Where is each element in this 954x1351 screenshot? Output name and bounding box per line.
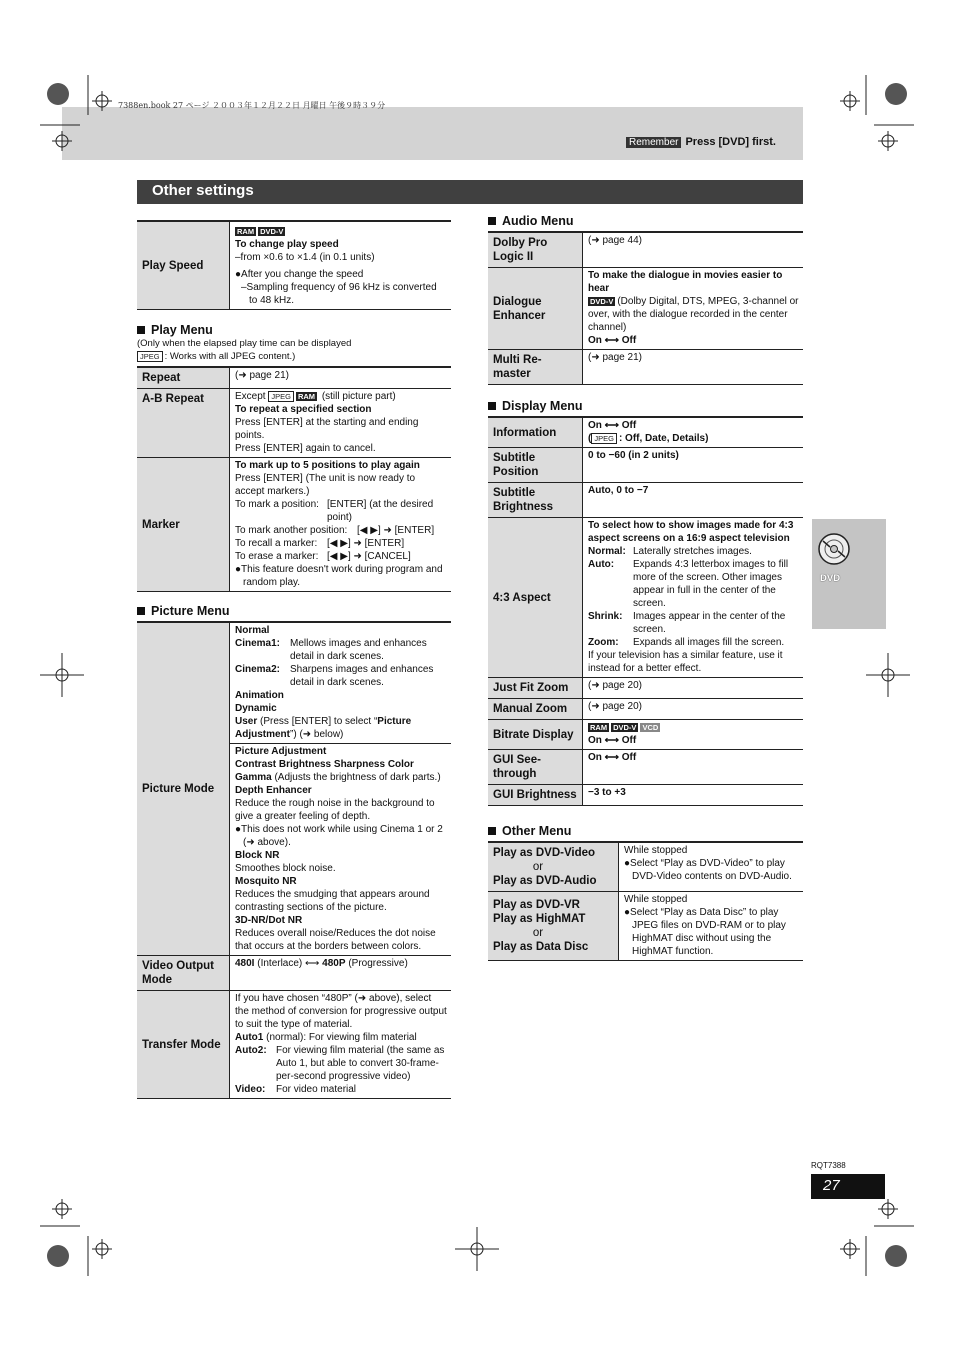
picture-menu-heading: Picture Menu [137,604,451,618]
doc-code: RQT7388 [811,1161,846,1170]
marker-value: To mark up to 5 positions to play again Press [ENTER] (The unit is now ready to accept markers.) To mark a position: [ENTER] (at the desired point) To mark another position: [◀ ▶] ➜ [ENTER] To recall a marker: [◀ ▶] ➜ [ENTER] To erase a marker: [◀ ▶] ➜ [CANCEL] ●This feature doesn't work during program and random play. [230,458,452,592]
play-speed-sub: –Sampling frequency of 96 kHz is converted to 48 kHz. [241,282,437,306]
gui-see-through-value: On ⟷ Off [583,750,804,785]
ab-repeat-key: A-B Repeat [137,389,230,458]
dolby-value: (➜ page 44) [583,232,804,268]
information-value: On ⟷ Off ( JPEG : Off, Date, Details) [583,417,804,448]
dialogue-key: Dialogue Enhancer [488,268,583,350]
play-speed-heading: To change play speed [235,239,339,250]
play-speed-key: Play Speed [137,221,230,310]
subtitle-position-key: Subtitle Position [488,448,583,483]
manual-zoom-value: (➜ page 20) [583,699,804,720]
play-menu-heading: Play Menu [137,323,451,337]
remember-text: Press [DVD] first. [685,136,776,148]
tag-dvdv: DVD-V [260,227,284,236]
picture-mode-value: Normal Cinema1: Mellows images and enhances detail in dark scenes. Cinema2: Sharpens images and enhances detail in dark scenes. Animation Dynamic User (Press [ENTER] to select “Picture Adjustment”) (➜ below) [230,622,452,744]
play-speed-bullet: ●After you change the speed [235,269,364,280]
play-as-dvd-key: Play as DVD-Video or Play as DVD-Audio [488,842,619,892]
page-title: Other settings [152,182,254,199]
play-speed-line: –from ×0.6 to ×1.4 (in 0.1 units) [235,252,375,263]
bitrate-value: RAM DVD-V VCD On ⟷ Off [583,720,804,750]
side-tab-label: DVD [820,573,841,584]
display-menu-heading: Display Menu [488,399,803,413]
transfer-mode-key: Transfer Mode [137,991,230,1099]
remaster-value: (➜ page 21) [583,350,804,385]
marker-key: Marker [137,458,230,592]
picture-mode-key: Picture Mode [137,622,230,956]
remaster-key: Multi Re-master [488,350,583,385]
repeat-key: Repeat [137,367,230,389]
information-key: Information [488,417,583,448]
play-menu-note2: JPEG : Works with all JPEG content.) [137,350,451,363]
repeat-value: (➜ page 21) [230,367,452,389]
play-as-dvd-value: While stopped ●Select “Play as DVD-Video” to play DVD-Video contents on DVD-Audio. [619,842,804,892]
audio-menu-heading: Audio Menu [488,214,803,228]
play-as-data-key: Play as DVD-VR Play as HighMAT or Play as Data Disc [488,892,619,961]
bitrate-key: Bitrate Display [488,720,583,750]
aspect-value: To select how to show images made for 4:3 aspect screens on a 16:9 aspect television Normal: Laterally stretches images. Auto: Expands 4:3 letterbox images to fill more of the screen. Other images appear in full in the center of the screen. Shrink: Images appear in the center of the screen. Zoom: Expands all images fill the screen. If your television has a similar feature, use it instead for a better effect. [583,518,804,678]
gui-brightness-key: GUI Brightness [488,785,583,806]
ab-repeat-value: Except JPEG RAM (still picture part) To repeat a specified section Press [ENTER] at the starting and ending points. Press [ENTER] again to cancel. [230,389,452,458]
subtitle-brightness-value: Auto, 0 to −7 [583,483,804,518]
just-fit-zoom-value: (➜ page 20) [583,678,804,699]
play-as-data-value: While stopped ●Select “Play as Data Disc” to play JPEG files on DVD-RAM or to play HighMAT disc without using the HighMAT function. [619,892,804,961]
manual-zoom-key: Manual Zoom [488,699,583,720]
video-output-key: Video Output Mode [137,956,230,991]
other-menu-heading: Other Menu [488,824,803,838]
subtitle-brightness-key: Subtitle Brightness [488,483,583,518]
play-menu-note1: (Only when the elapsed play time can be displayed [137,338,352,349]
dialogue-value: To make the dialogue in movies easier to hear DVD-V (Dolby Digital, DTS, MPEG, 3-channel or over, with the dialogue recorded in the center channel) On ⟷ Off [583,268,804,350]
remember-tag: Remember [626,137,681,148]
gui-brightness-value: −3 to +3 [583,785,804,806]
tag-ram: RAM [237,227,255,236]
page-number: 27 [823,1177,840,1194]
transfer-mode-value: If you have chosen “480P” (➜ above), select the method of conversion for progressive output to suit the type of material. Auto1 (normal): For viewing film material Auto2: For viewing film material (the same as Auto 1, but able to convert 30-frame-per-second progressive video) Video: For video material [230,991,452,1099]
subtitle-position-value: 0 to −60 (in 2 units) [583,448,804,483]
video-output-value: 480I (Interlace) ⟷ 480P (Progressive) [230,956,452,991]
just-fit-zoom-key: Just Fit Zoom [488,678,583,699]
picture-adjustment-value: Picture Adjustment Contrast Brightness Sharpness Color Gamma (Adjusts the brightness of dark parts.) Depth Enhancer Reduce the rough noise in the background to give a greater feeling of depth. ●This does not work while using Cinema 1 or 2 (➜ above). Block NR Smoothes block noise. Mosquito NR Reduces the smudging that appears around contrasting sections of the picture. 3D-NR/Dot NR Reduces overall noise/Reduces the dot noise that occurs at the borders between colors. [230,744,452,956]
dolby-key: Dolby Pro Logic II [488,232,583,268]
print-meta: 7388en.book 27 ページ ２００３年１２月２２日 月曜日 午後９時３９分 [118,101,386,110]
gui-see-through-key: GUI See-through [488,750,583,785]
aspect-key: 4:3 Aspect [488,518,583,678]
